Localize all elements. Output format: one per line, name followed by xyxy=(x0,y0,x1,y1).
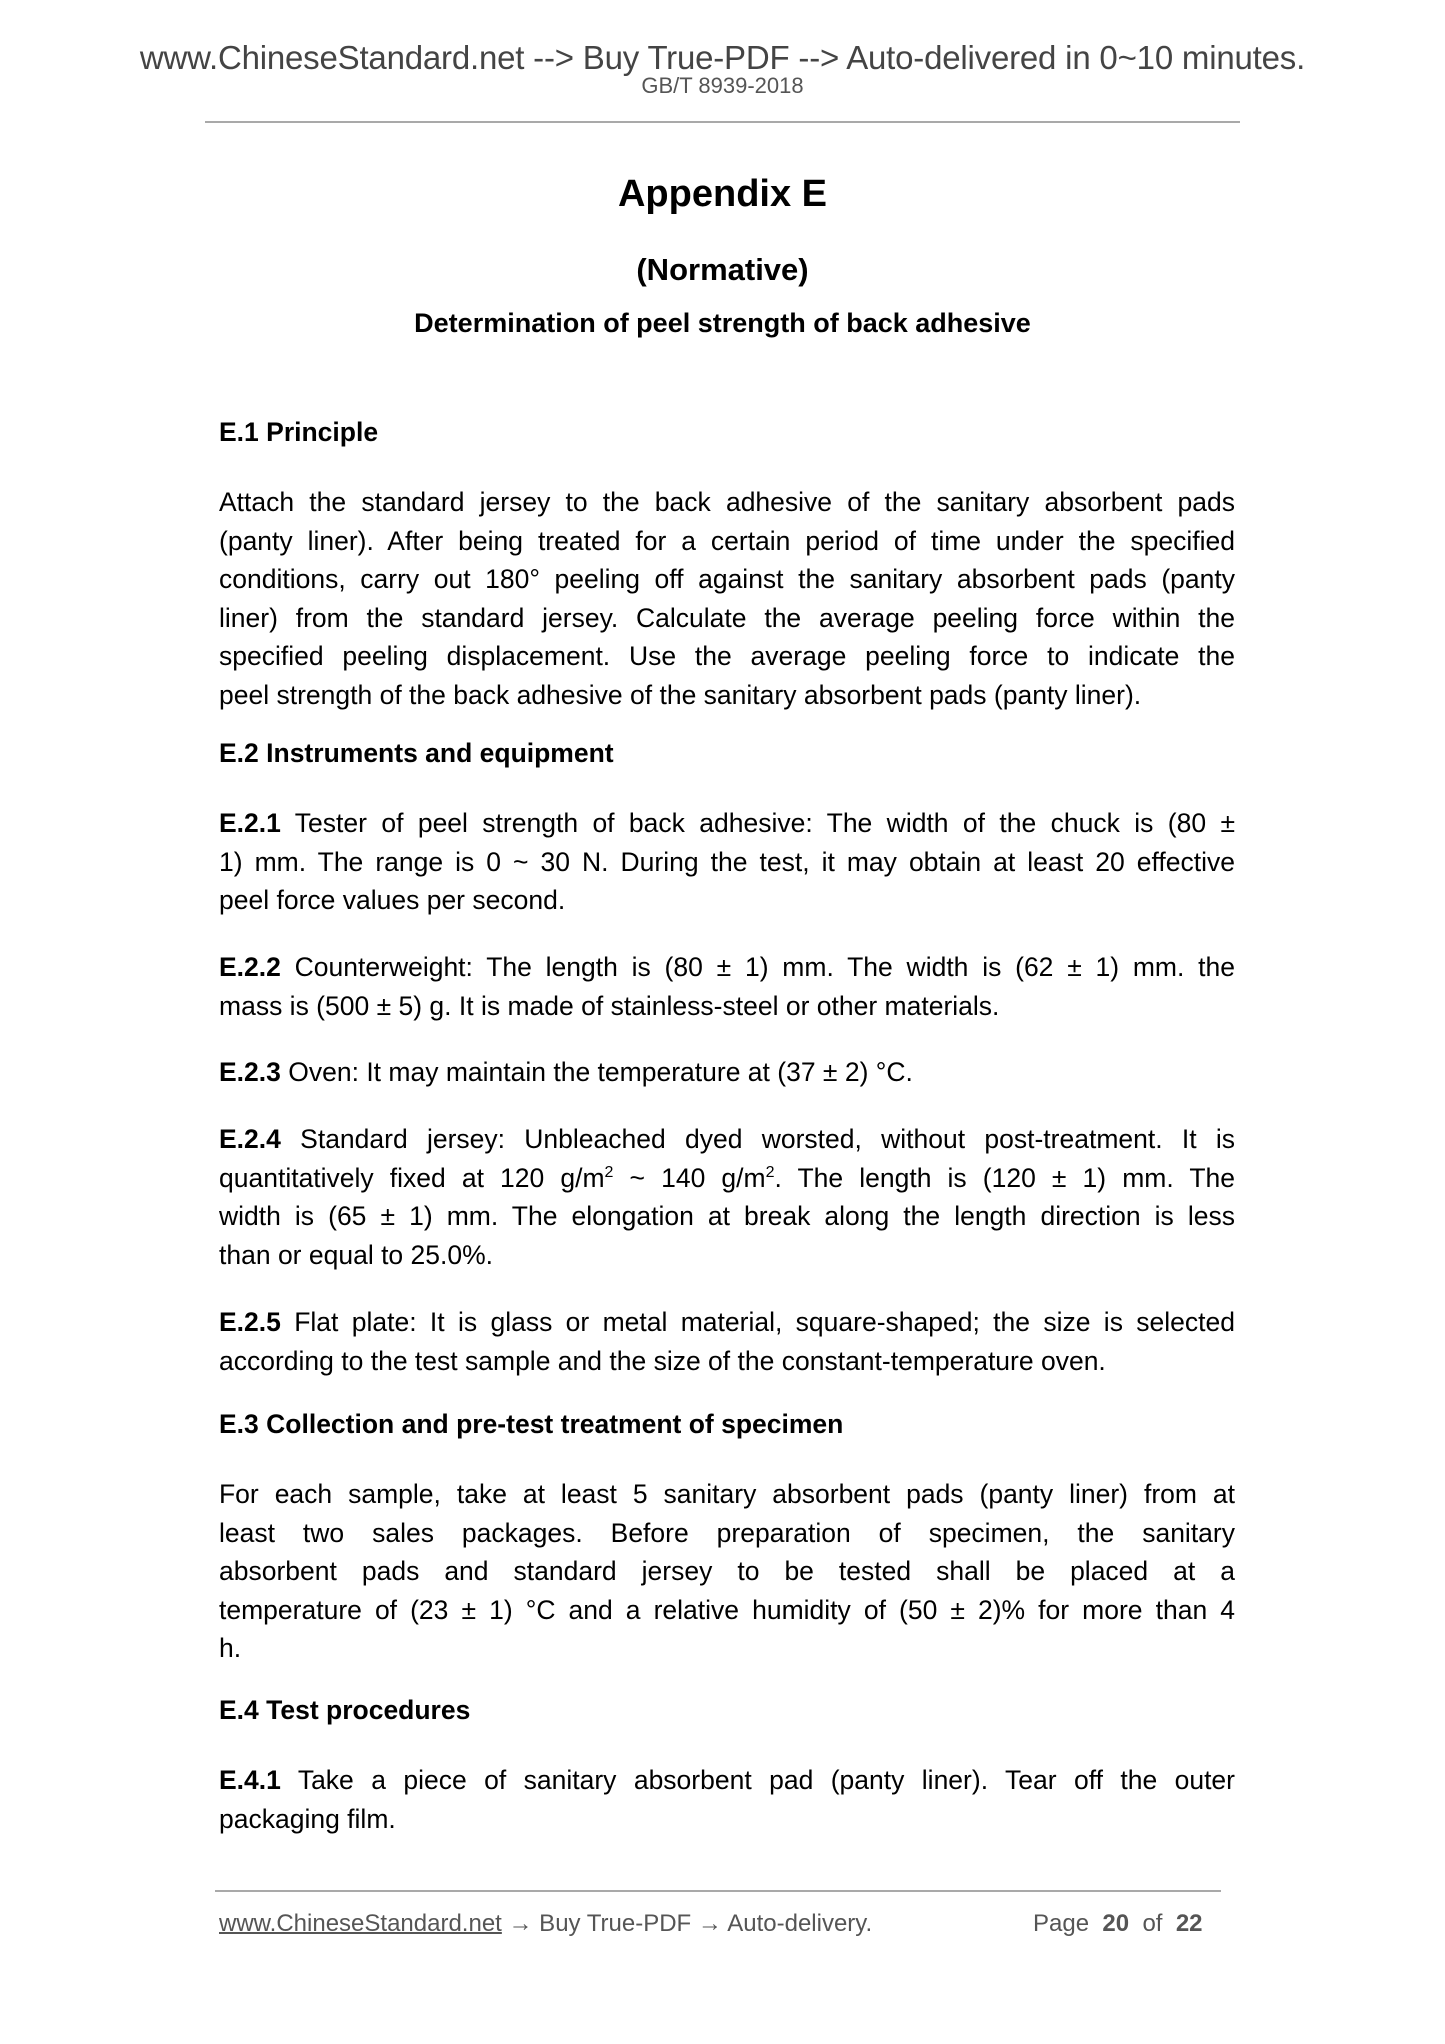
clause-text: Counterweight: The length is (80 ± 1) mm. The width is (62 ± 1) mm. the xyxy=(280,952,1235,982)
clause-number: E.2.5 xyxy=(219,1307,281,1337)
clause-text: Tester of peel strength of back adhesive: The width of the chuck is (80 ± xyxy=(280,808,1235,838)
appendix-subject: Determination of peel strength of back adhesive xyxy=(414,308,1031,338)
clause-text: Oven: It may maintain the temperature at (37 ± 2) °C. xyxy=(280,1057,913,1087)
clause-number: E.2.1 xyxy=(219,808,281,838)
footer-divider xyxy=(215,1890,1221,1892)
text-line: h. xyxy=(219,1633,242,1663)
text-line: liner) from the standard jersey. Calculate the average peeling force within the xyxy=(219,602,1235,633)
footer-tagline: → Buy True-PDF → Auto-delivery. xyxy=(501,1910,873,1937)
text-line: than or equal to 25.0%. xyxy=(219,1239,494,1270)
section-heading-e2: E.2 Instruments and equipment xyxy=(219,738,614,768)
clause-text: Standard jersey: Unbleached dyed worsted, without post-treatment. It is xyxy=(280,1124,1235,1154)
text-line: (panty liner). After being treated for a certain period of time under the specified xyxy=(219,525,1235,556)
header-banner: www.ChineseStandard.net --> Buy True-PDF --> Auto-delivered in 0~10 minutes. xyxy=(139,39,1306,76)
clause-number: E.2.3 xyxy=(219,1057,281,1087)
text-line: packaging film. xyxy=(219,1803,396,1834)
text-line: For each sample, take at least 5 sanitary absorbent pads (panty liner) from at xyxy=(219,1479,1235,1509)
text-line: Attach the standard jersey to the back adhesive of the sanitary absorbent pads xyxy=(219,487,1235,517)
text-line: 1) mm. The range is 0 ~ 30 N. During the test, it may obtain at least 20 effective xyxy=(219,846,1235,877)
text-line: peel strength of the back adhesive of the sanitary absorbent pads (panty liner). xyxy=(219,679,1142,710)
clause-number: E.2.4 xyxy=(219,1124,281,1154)
clause-e2-3 xyxy=(219,1053,1235,1092)
text-line: absorbent pads and standard jersey to be tested shall be placed at a xyxy=(219,1556,1235,1586)
paragraph-e1 xyxy=(219,483,1235,714)
footer-site-link[interactable]: www.ChineseStandard.net xyxy=(219,1910,502,1937)
text-line: peel force values per second. xyxy=(219,885,566,915)
text-line: quantitatively fixed at 120 $g/m^2$ ~ 140 $g/m^2$. The length is (120 ± 1) mm. The xyxy=(219,1162,1235,1193)
header-divider xyxy=(205,121,1240,123)
clause-number: E.2.2 xyxy=(219,952,281,982)
current-page: 20 xyxy=(1102,1910,1130,1937)
standard-code: GB/T 8939-2018 xyxy=(641,73,804,98)
clause-e2-5 xyxy=(219,1303,1235,1380)
clause-text: Take a piece of sanitary absorbent pad (panty liner). Tear off the outer xyxy=(280,1765,1235,1795)
section-heading-e3: E.3 Collection and pre-test treatment of specimen xyxy=(219,1409,844,1439)
total-pages: 22 xyxy=(1175,1910,1203,1937)
text-line: conditions, carry out 180° peeling off against the sanitary absorbent pads (panty xyxy=(219,564,1235,594)
footer-text xyxy=(219,1909,872,1939)
text-line: least two sales packages. Before preparation of specimen, the sanitary xyxy=(219,1517,1235,1548)
text-line: mass is (500 ± 5) g. It is made of stainless-steel or other materials. xyxy=(219,990,1000,1021)
clause-text: Flat plate: It is glass or metal material, square-shaped; the size is selected xyxy=(280,1307,1235,1337)
appendix-title: Appendix E xyxy=(617,173,828,215)
clause-e2-1 xyxy=(219,804,1235,920)
text-line: according to the test sample and the size of the constant-temperature oven. xyxy=(219,1345,1106,1376)
section-heading-e1: E.1 Principle xyxy=(219,417,379,447)
appendix-type: (Normative) xyxy=(636,252,809,287)
clause-number: E.4.1 xyxy=(219,1765,281,1795)
text-line: width is (65 ± 1) mm. The elongation at break along the length direction is less xyxy=(219,1201,1235,1231)
clause-e4-1 xyxy=(219,1761,1235,1838)
clause-e2-4 xyxy=(219,1120,1235,1274)
section-heading-e4: E.4 Test procedures xyxy=(219,1695,471,1725)
text-line: temperature of (23 ± 1) °C and a relative humidity of (50 ± 2)% for more than 4 xyxy=(219,1594,1235,1625)
paragraph-e3 xyxy=(219,1475,1235,1668)
clause-e2-2 xyxy=(219,948,1235,1025)
page-indicator: Page 20 of 22 xyxy=(1033,1910,1203,1937)
text-line: specified peeling displacement. Use the average peeling force to indicate the xyxy=(219,641,1235,671)
